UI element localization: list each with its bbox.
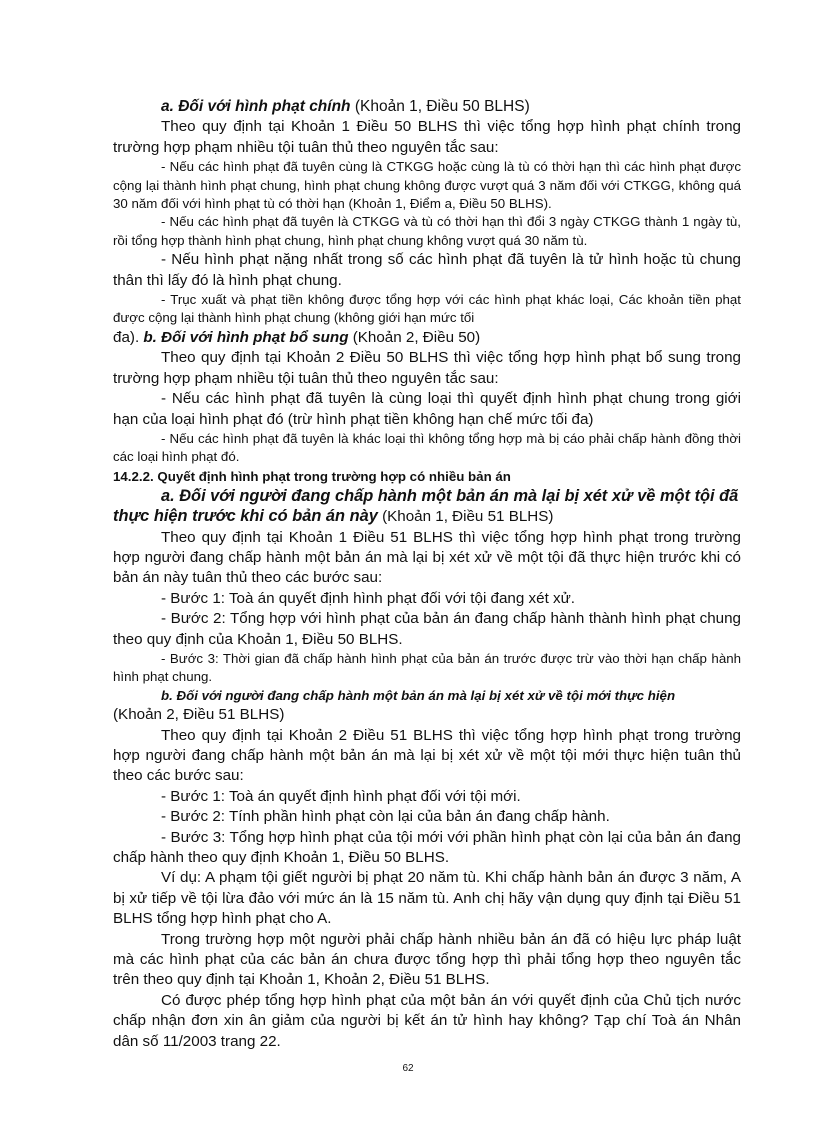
- example-paragraph: Ví dụ: A phạm tội giết người bị phạt 20 năm tù. Khi chấp hành bản án được 3 năm, A bị xử tiếp về tội lừa đảo với mức án là 15 năm tù. Anh chị hãy vận dụng quy định tại Điều 51 BLHS tổng hợp hình phạt cho A.: [113, 869, 741, 928]
- paragraph: Trong trường hợp một người phải chấp hành nhiều bản án đã có hiệu lực pháp luật mà các hình phạt của các bản án chưa được tổng hợp thì phải tổng hợp theo nguyên tắc trên theo quy định tại Khoản 1, Khoản 2, Điều 51 BLHS.: [113, 930, 741, 989]
- section-heading: 14.2.2. Quyết định hình phạt trong trường hợp có nhiều bản án: [113, 468, 511, 484]
- heading-b-additional-penalty: đa). b. Đối với hình phạt bổ sung (Khoản 2, Điều 50): [113, 328, 481, 346]
- paragraph: - Nếu các hình phạt đã tuyên là khác loại thì không tổng hợp mà bị cáo phải chấp hành đồng thời các loại hình phạt đó.: [113, 430, 741, 465]
- paragraph: Theo quy định tại Khoản 1 Điều 51 BLHS thì việc tổng hợp hình phạt trong trường hợp người đang chấp hành một bản án mà lại bị xét xử về một tội đã thực hiện trước khi có bản án này tuân thủ theo các bước sau:: [113, 528, 741, 587]
- heading-a-multiple-judgments: a. Đối với người đang chấp hành một bản án mà lại bị xét xử về một tội đã thực hiện trước khi có bản án này (Khoản 1, Điều 51 BLHS): [113, 486, 739, 526]
- document-page: [113, 97, 741, 1052]
- paragraph: - Bước 3: Tổng hợp hình phạt của tội mới với phần hình phạt còn lại của bản án đang chấp hành theo quy định Khoản 1, Điều 50 BLHS.: [113, 828, 741, 867]
- paragraph: - Bước 1: Toà án quyết định hình phạt đối với tội mới.: [161, 787, 521, 805]
- paragraph: Theo quy định tại Khoản 1 Điều 50 BLHS thì việc tổng hợp hình phạt chính trong trường hợp phạm nhiều tội tuân thủ theo nguyên tắc sau:: [113, 118, 741, 156]
- paragraph: Theo quy định tại Khoản 2 Điều 50 BLHS thì việc tổng hợp hình phạt bổ sung trong trường hợp phạm nhiều tội tuân thủ theo nguyên tắc sau:: [113, 349, 741, 387]
- paragraph: Theo quy định tại Khoản 2 Điều 51 BLHS thì việc tổng hợp hình phạt trong trường hợp người đang chấp hành một bản án mà lại bị xét xử về một tội mới thực hiện tuân thủ theo các bước sau:: [113, 726, 741, 785]
- paragraph: - Bước 2: Tính phần hình phạt còn lại của bản án đang chấp hành.: [161, 808, 610, 826]
- heading-b-reference: (Khoản 2, Điều 51 BLHS): [113, 706, 285, 724]
- paragraph: - Bước 2: Tổng hợp với hình phạt của bản án đang chấp hành thành hình phạt chung theo quy định của Khoản 1, Điều 50 BLHS.: [113, 610, 741, 648]
- question-paragraph: Có được phép tổng hợp hình phạt của một bản án với quyết định của Chủ tịch nước chấp nhận đơn xin ân giảm của người bị kết án tử hình hay không? Tạp chí Toà án Nhân dân số 11/2003 trang 22.: [113, 991, 741, 1050]
- paragraph: - Nếu các hình phạt đã tuyên là CTKGG và tù có thời hạn thì đổi 3 ngày CTKGG thành 1 ngày tù, rồi tổng hợp thành hình phạt chung, hình phạt chung không vượt quá 30 năm tù.: [113, 214, 741, 248]
- paragraph: - Bước 3: Thời gian đã chấp hành hình phạt của bản án trước được trừ vào thời hạn chấp hành hình phạt chung.: [113, 650, 741, 685]
- paragraph: - Nếu các hình phạt đã tuyên là cùng loại thì quyết định hình phạt chung trong giới hạn của loại hình phạt đó (trừ hình phạt tiền không hạn chế mức tối đa): [113, 390, 741, 428]
- paragraph: - Nếu hình phạt nặng nhất trong số các hình phạt đã tuyên là tử hình hoặc tù chung thân thì lấy đó là hình phạt chung.: [113, 251, 741, 289]
- paragraph: - Nếu các hình phạt đã tuyên cùng là CTKGG hoặc cùng là tù có thời hạn thì các hình phạt được cộng lại thành hình phạt chung, hình phạt chung không được vượt quá 3 năm đối với CTKGG, không quá 30 năm đối với hình phạt tù có thời hạn (Khoản 1, Điểm a, Điều 50 BLHS).: [113, 159, 741, 212]
- paragraph: - Bước 1: Toà án quyết định hình phạt đối với tội đang xét xử.: [161, 589, 575, 607]
- heading-b-new-crime: b. Đối với người đang chấp hành một bản án mà lại bị xét xử về tội mới thực hiện: [161, 687, 676, 703]
- page-number: 62: [402, 1063, 414, 1074]
- paragraph: - Trục xuất và phạt tiền không được tổng hợp với các hình phạt khác loại, Các khoản tiền phạt được cộng lại thành hình phạt chung (không giới hạn mức tối: [113, 292, 741, 326]
- heading-a-main-penalty: a. Đối với hình phạt chính (Khoản 1, Điều 50 BLHS): [161, 98, 530, 115]
